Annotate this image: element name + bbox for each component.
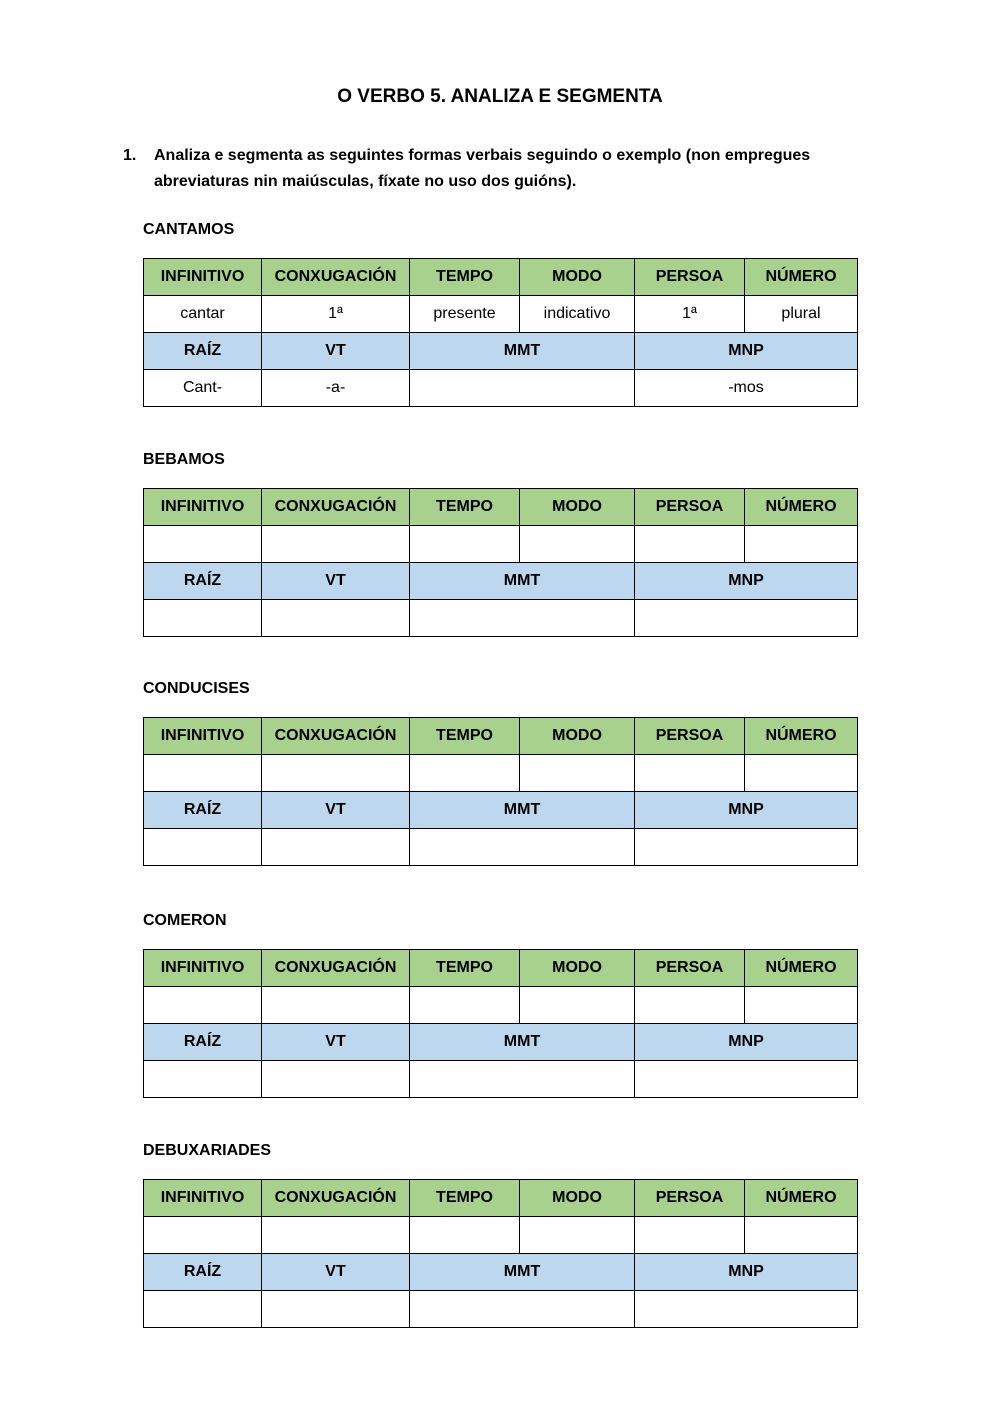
segmentation-value-row-cell[interactable] [635,1291,858,1328]
analysis-value-row-cell[interactable] [635,526,745,563]
analysis-value-row-cell[interactable] [745,526,858,563]
analysis-value-row-cell[interactable] [635,987,745,1024]
analysis-value-row-cell[interactable] [144,987,262,1024]
analysis-header-row-cell: NÚMERO [745,950,858,987]
analysis-header-row-cell: TEMPO [410,489,520,526]
segmentation-value-row [144,600,858,637]
segmentation-header-row-cell: MNP [635,333,858,370]
page-title: O VERBO 5. ANALIZA E SEGMENTA [337,86,663,107]
analysis-value-row-cell[interactable] [520,1217,635,1254]
segmentation-header-row-cell: MMT [410,333,635,370]
analysis-value-row [144,1217,858,1254]
analysis-value-row-cell[interactable]: 1ª [635,296,745,333]
analysis-value-row-cell[interactable] [520,755,635,792]
analysis-header-row-cell: PERSOA [635,259,745,296]
analysis-value-row-cell[interactable] [520,526,635,563]
analysis-value-row [144,755,858,792]
segmentation-value-row [144,1291,858,1328]
analysis-value-row [144,296,858,333]
analysis-value-row-cell[interactable] [635,1217,745,1254]
analysis-header-row-cell: CONXUGACIÓN [262,1180,410,1217]
segmentation-value-row-cell[interactable] [410,1291,635,1328]
segmentation-value-row-cell[interactable] [410,600,635,637]
segmentation-header-row [144,1024,858,1061]
segmentation-header-row-cell: RAÍZ [144,1254,262,1291]
segmentation-value-row-cell[interactable] [144,600,262,637]
segmentation-value-row-cell[interactable]: Cant- [144,370,262,407]
segmentation-header-row-cell: VT [262,792,410,829]
analysis-value-row [144,987,858,1024]
segmentation-header-row [144,563,858,600]
verb-label: CONDUCISES [143,680,250,697]
verb-section-0 [143,220,857,407]
analysis-value-row-cell[interactable] [745,755,858,792]
analysis-value-row-cell[interactable] [745,1217,858,1254]
analysis-header-row-cell: INFINITIVO [144,489,262,526]
analysis-value-row-cell[interactable] [144,755,262,792]
verb-analysis-table [143,258,858,407]
analysis-header-row-cell: PERSOA [635,489,745,526]
verb-section-2 [143,679,857,866]
segmentation-value-row [144,370,858,407]
analysis-value-row-cell[interactable] [262,1217,410,1254]
verb-label: COMERON [143,912,227,929]
segmentation-value-row-cell[interactable] [262,1061,410,1098]
analysis-header-row-cell: NÚMERO [745,259,858,296]
analysis-header-row-cell: NÚMERO [745,489,858,526]
segmentation-header-row-cell: RAÍZ [144,792,262,829]
analysis-header-row-cell: TEMPO [410,950,520,987]
segmentation-header-row-cell: VT [262,1254,410,1291]
segmentation-header-row-cell: MMT [410,1254,635,1291]
analysis-header-row [144,259,858,296]
segmentation-header-row-cell: MNP [635,563,858,600]
analysis-header-row-cell: MODO [520,489,635,526]
analysis-value-row-cell[interactable] [262,987,410,1024]
segmentation-header-row-cell: MNP [635,1254,858,1291]
segmentation-value-row-cell[interactable] [144,1061,262,1098]
segmentation-value-row [144,1061,858,1098]
segmentation-value-row-cell[interactable] [635,829,858,866]
segmentation-value-row-cell[interactable] [635,600,858,637]
segmentation-value-row-cell[interactable] [262,829,410,866]
segmentation-header-row-cell: MNP [635,1024,858,1061]
verb-analysis-table [143,488,858,637]
verb-label: CANTAMOS [143,221,235,238]
instruction-line-2: abreviaturas nin maiúsculas, fíxate no uso dos guións). [154,173,577,190]
verb-label: BEBAMOS [143,451,225,468]
analysis-value-row [144,526,858,563]
segmentation-header-row-cell: MNP [635,792,858,829]
analysis-value-row-cell[interactable] [520,987,635,1024]
analysis-header-row-cell: CONXUGACIÓN [262,489,410,526]
analysis-header-row-cell: TEMPO [410,718,520,755]
analysis-value-row-cell[interactable] [635,755,745,792]
analysis-value-row-cell[interactable] [745,987,858,1024]
verb-analysis-table [143,1179,858,1328]
segmentation-header-row-cell: VT [262,563,410,600]
analysis-value-row-cell[interactable] [144,526,262,563]
verb-section-3 [143,911,857,1098]
analysis-value-row-cell[interactable]: presente [410,296,520,333]
segmentation-value-row-cell[interactable] [410,370,635,407]
segmentation-header-row-cell: VT [262,1024,410,1061]
analysis-header-row-cell: INFINITIVO [144,950,262,987]
analysis-value-row-cell[interactable] [410,526,520,563]
segmentation-value-row [144,829,858,866]
analysis-header-row-cell: INFINITIVO [144,718,262,755]
analysis-header-row-cell: PERSOA [635,718,745,755]
analysis-header-row-cell: INFINITIVO [144,1180,262,1217]
segmentation-value-row-cell[interactable]: -mos [635,370,858,407]
segmentation-header-row-cell: MMT [410,1024,635,1061]
analysis-header-row-cell: NÚMERO [745,718,858,755]
segmentation-header-row [144,333,858,370]
analysis-header-row-cell: PERSOA [635,950,745,987]
verb-analysis-table [143,949,858,1098]
segmentation-value-row-cell[interactable] [410,829,635,866]
verb-analysis-table [143,717,858,866]
analysis-value-row-cell[interactable] [410,1217,520,1254]
analysis-value-row-cell[interactable]: indicativo [520,296,635,333]
analysis-header-row-cell: MODO [520,1180,635,1217]
analysis-value-row-cell[interactable] [262,755,410,792]
instruction [123,143,868,195]
analysis-header-row-cell: CONXUGACIÓN [262,950,410,987]
analysis-header-row-cell: TEMPO [410,1180,520,1217]
verb-section-4 [143,1141,857,1328]
verb-section-1 [143,450,857,637]
analysis-header-row-cell: PERSOA [635,1180,745,1217]
analysis-header-row-cell: MODO [520,259,635,296]
segmentation-header-row-cell: MMT [410,563,635,600]
analysis-header-row [144,1180,858,1217]
segmentation-header-row [144,792,858,829]
segmentation-header-row-cell: MMT [410,792,635,829]
instruction-number: 1. [123,147,137,164]
segmentation-value-row-cell[interactable] [262,600,410,637]
instruction-line-1: Analiza e segmenta as seguintes formas verbais seguindo o exemplo (non empregues [154,147,811,164]
analysis-value-row-cell[interactable]: cantar [144,296,262,333]
segmentation-header-row-cell: RAÍZ [144,1024,262,1061]
analysis-header-row-cell: CONXUGACIÓN [262,259,410,296]
segmentation-value-row-cell[interactable] [262,1291,410,1328]
analysis-value-row-cell[interactable]: plural [745,296,858,333]
analysis-header-row-cell: NÚMERO [745,1180,858,1217]
segmentation-value-row-cell[interactable]: -a- [262,370,410,407]
analysis-header-row-cell: CONXUGACIÓN [262,718,410,755]
segmentation-header-row-cell: RAÍZ [144,563,262,600]
analysis-value-row-cell[interactable] [262,526,410,563]
verb-label: DEBUXARIADES [143,1142,272,1159]
analysis-header-row-cell: INFINITIVO [144,259,262,296]
analysis-value-row-cell[interactable]: 1ª [262,296,410,333]
segmentation-header-row-cell: RAÍZ [144,333,262,370]
analysis-value-row-cell[interactable] [144,1217,262,1254]
segmentation-value-row-cell[interactable] [410,1061,635,1098]
segmentation-value-row-cell[interactable] [144,1291,262,1328]
analysis-header-row-cell: TEMPO [410,259,520,296]
analysis-header-row-cell: MODO [520,950,635,987]
segmentation-header-row-cell: VT [262,333,410,370]
segmentation-value-row-cell[interactable] [144,829,262,866]
analysis-header-row [144,718,858,755]
analysis-value-row-cell[interactable] [410,987,520,1024]
segmentation-header-row [144,1254,858,1291]
analysis-header-row [144,489,858,526]
analysis-header-row-cell: MODO [520,718,635,755]
analysis-value-row-cell[interactable] [410,755,520,792]
analysis-header-row [144,950,858,987]
segmentation-value-row-cell[interactable] [635,1061,858,1098]
